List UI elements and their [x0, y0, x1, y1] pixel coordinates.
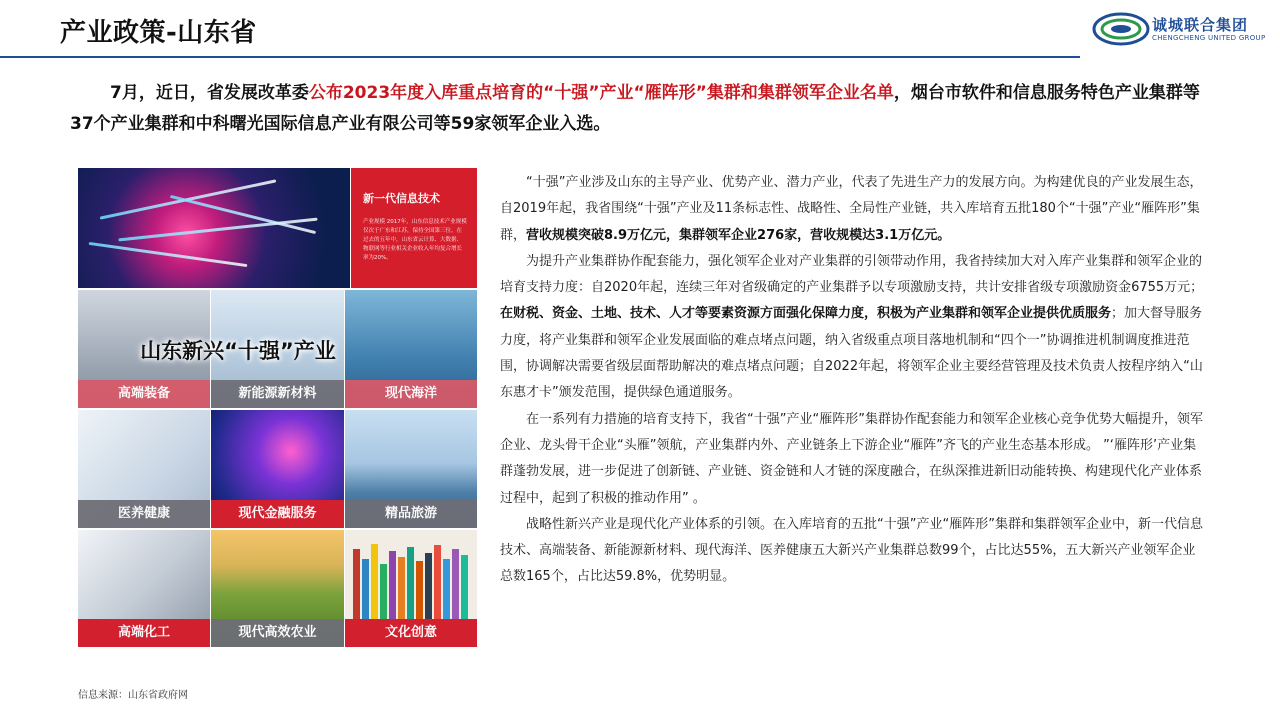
logo-emblem-icon	[1092, 12, 1150, 46]
body-paragraph-1	[500, 170, 1208, 249]
body-p2-text: 为提升产业集群协作配套能力，强化领军企业对产业集群的引领带动作用，我省持续加大对入库产业集群和领军企业的培育支持力度：自2020年起，连续三年对省级确定的产业集群予以专项激励支持，共计安排省级专项激励资金6755万元；	[500, 253, 1204, 296]
mosaic-center-title: 山东新兴“十强”产业	[140, 339, 336, 363]
tile-label: 新能源新材料	[211, 380, 344, 408]
source-note: 信息来源：山东省政府网	[78, 690, 188, 701]
tile-modern-finance	[211, 410, 344, 528]
intro-lead: 7月，近日，省发展改革委	[110, 83, 309, 103]
body-paragraph-4: 战略性新兴产业是现代化产业体系的引领。在入库培育的五批“十强”产业“雁阵形”集群和集群领军企业中，新一代信息技术、高端装备、新能源新材料、现代海洋、医养健康五大新兴产业集群总数99个，占比达55%，五大新兴产业领军企业总数165个，占比达59.8%，优势明显。	[500, 516, 1203, 585]
tile-label: 高端化工	[78, 619, 210, 647]
body-paragraph-2	[500, 249, 1208, 407]
tile-modern-agriculture	[211, 530, 344, 647]
tile-label: 精品旅游	[345, 500, 477, 528]
tile-quality-tourism	[345, 410, 477, 528]
logo-text-cn: 诚城联合集团	[1152, 16, 1249, 34]
info-tech-image	[78, 168, 350, 288]
industry-mosaic	[78, 168, 477, 647]
body-p1-bold: 营收规模突破8.9万亿元，集群领军企业276家，营收规模达3.1万亿元。	[526, 227, 951, 243]
tile-label: 医养健康	[78, 500, 210, 528]
body-p1-text: “十强”产业涉及山东的主导产业、优势产业、潜力产业，代表了先进生产力的发展方向。为构建优良的产业发展生态，自2019年起，我省围绕“十强”产业及11条标志性、战略性、全局性产业链，共入库培育五批180个“十强”产业“雁阵形”集群，	[500, 175, 1203, 243]
info-tech-title: 新一代信息技术	[363, 192, 440, 205]
tile-label: 现代海洋	[345, 380, 477, 408]
tile-label: 高端装备	[78, 380, 210, 408]
body-text	[500, 170, 1208, 591]
intro-paragraph	[70, 78, 1220, 140]
tile-label: 文化创意	[345, 619, 477, 647]
body-paragraph-3: 在一系列有力措施的培育支持下，我省“十强”产业“雁阵形”集群协作配套能力和领军企业核心竞争优势大幅提升，领军企业、龙头骨干企业“头雁”领航，产业集群内外、产业链条上下游企业“雁阵”齐飞的产业生态基本形成。 ”‘雁阵形’产业集群蓬勃发展，进一步促进了创新链、产业链、资金链和人才链的深度融合，在纵深推进新旧动能转换、构建现代化产业体系过程中，起到了积极的推动作用” 。	[500, 411, 1203, 506]
body-p2-text-end: ；加大督导服务力度，将产业集群和领军企业发展面临的难点堵点问题，纳入省级重点项目落地机制和“四个一”协调推进机制调度推进范围，协调解决需要省级层面帮助解决的难点堵点问题；自2022年起，将领军企业主要经营管理及技术负责人按程序纳入“山东惠才卡”颁发范围，提供绿色通道服务。	[500, 306, 1203, 401]
company-logo	[1092, 12, 1266, 48]
intro-tail: ，烟台市软件和信息服务特色产业集群等37个产业集群和中科曙光国际信息产业有限公司等59家领军企业入选。	[70, 83, 1200, 134]
tile-label: 现代金融服务	[211, 500, 344, 528]
body-p2-bold: 在财税、资金、土地、技术、人才等要素资源方面强化保障力度，积极为产业集群和领军企业提供优质服务	[500, 306, 1112, 322]
info-tech-card	[351, 168, 477, 288]
tile-high-end-chemical	[78, 530, 210, 647]
tile-label: 现代高效农业	[211, 619, 344, 647]
logo-text-en: CHENGCHENG UNITED GROUP	[1152, 34, 1266, 42]
header	[0, 0, 1280, 60]
info-tech-text: 产业规模 2017年，山东信息技术产业规模仅次于广东和江苏，保持全国第三位。在过去的五年中，山东省云计算、大数据、物联网等行业相关企业收入年均复合增长率为20%。	[363, 219, 467, 261]
header-divider	[0, 56, 1080, 58]
tile-cultural-creative	[345, 530, 477, 647]
tile-medical-health	[78, 410, 210, 528]
intro-highlight: 公布2023年度入库重点培育的“十强”产业“雁阵形”集群和集群领军企业名单	[308, 83, 894, 103]
page-title: 产业政策-山东省	[60, 18, 257, 48]
